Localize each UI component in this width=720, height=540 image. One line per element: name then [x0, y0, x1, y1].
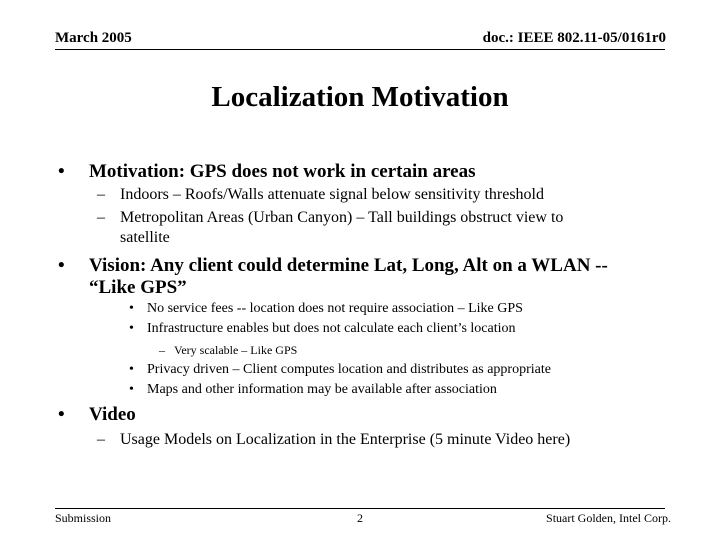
bullet-marker: •: [129, 362, 134, 377]
dash-marker: –: [97, 431, 105, 448]
dash-marker: –: [159, 343, 165, 357]
bullet-marker: •: [58, 255, 65, 276]
dash-marker: –: [97, 186, 105, 203]
bullet-marker: •: [58, 161, 65, 182]
sub-bullet-indoors: Indoors – Roofs/Walls attenuate signal below sensitivity threshold: [120, 186, 544, 203]
footer-rule: [55, 508, 665, 509]
footer-page-number: 2: [357, 511, 363, 525]
sub-bullet-no-fees: No service fees -- location does not require association – Like GPS: [147, 301, 523, 316]
sub-bullet-maps: Maps and other information may be available after association: [147, 382, 497, 397]
header-date: March 2005: [55, 30, 132, 46]
sub-bullet-metropolitan: Metropolitan Areas (Urban Canyon) – Tall buildings obstruct view to: [120, 209, 564, 226]
sub-bullet-metropolitan-cont: satellite: [120, 229, 170, 246]
bullet-marker: •: [129, 321, 134, 336]
footer-submission: Submission: [55, 511, 112, 525]
bullet-marker: •: [129, 382, 134, 397]
bullet-marker: •: [129, 301, 134, 316]
header-rule: [55, 49, 665, 50]
bullet-motivation: Motivation: GPS does not work in certain areas: [89, 161, 476, 182]
sub-bullet-infrastructure: Infrastructure enables but does not calculate each client’s location: [147, 321, 516, 336]
dash-marker: –: [97, 209, 105, 226]
slide-title: Localization Motivation: [211, 81, 509, 113]
header-doc-id: doc.: IEEE 802.11-05/0161r0: [482, 30, 666, 46]
footer-author: Stuart Golden, Intel Corp.: [546, 511, 671, 525]
sub-bullet-usage-models: Usage Models on Localization in the Enterprise (5 minute Video here): [120, 431, 571, 448]
bullet-marker: •: [58, 404, 65, 425]
bullet-video: Video: [89, 404, 136, 425]
sub-sub-bullet-scalable: Very scalable – Like GPS: [174, 343, 298, 357]
bullet-vision-cont: “Like GPS”: [89, 277, 187, 298]
bullet-vision: Vision: Any client could determine Lat, Long, Alt on a WLAN --: [89, 255, 608, 276]
sub-bullet-privacy: Privacy driven – Client computes location and distributes as appropriate: [147, 362, 551, 377]
